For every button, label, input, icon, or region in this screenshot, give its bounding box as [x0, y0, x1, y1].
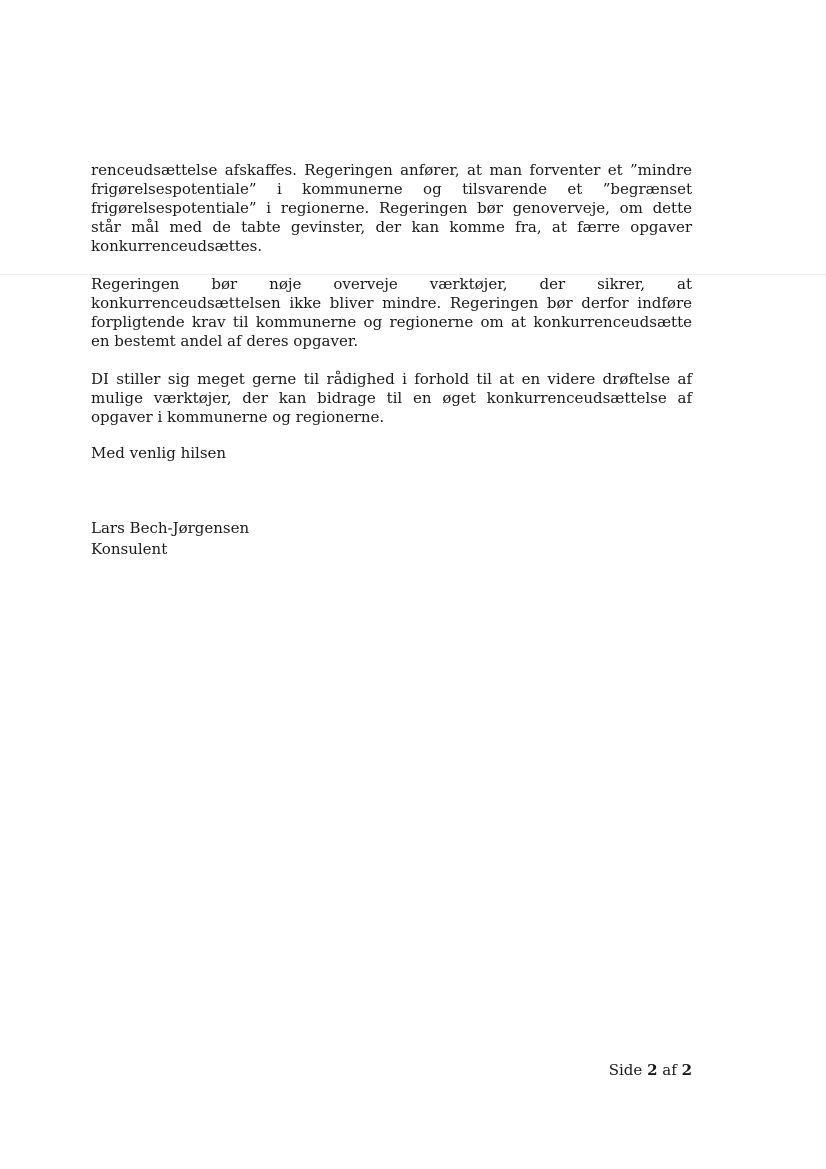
signature-block [91, 518, 249, 560]
total-pages: 2 [681, 1061, 692, 1079]
page-label: Side [608, 1061, 643, 1079]
paragraph-3: DI stiller sig meget gerne til rådighed i forhold til at en videre drøftelse af mulige værktøjer, der kan bidrage til en øget konkurrenceudsættelse af opgaver i kommunerne og regionerne. [91, 370, 692, 426]
current-page: 2 [647, 1061, 658, 1079]
page-number [609, 1061, 692, 1080]
signature-name: Lars Bech-Jørgensen [91, 519, 250, 537]
paragraph-1: renceudsættelse afskaffes. Regeringen anfører, at man forventer et ”mindre frigørelsespotentiale” i kommunerne og tilsvarende et ”begrænset frigørelsespotentiale” i regionerne. Regeringen bør genoverveje, om dette står mål med de tabte gevinster, der kan komme fra, at færre opgaver konkurrenceudsættes. [91, 161, 692, 255]
closing-greeting: Med venlig hilsen [91, 444, 227, 462]
letter-body [91, 161, 692, 446]
signature-title: Konsulent [91, 540, 168, 558]
paragraph-2: Regeringen bør nøje overveje værktøjer, der sikrer, at konkurrenceudsættelsen ikke bliver mindre. Regeringen bør derfor indføre forpligtende krav til kommunerne og regionerne om at konkurrenceudsætte en bestemt andel af deres opgaver. [91, 275, 692, 350]
page-separator: af [662, 1061, 677, 1079]
